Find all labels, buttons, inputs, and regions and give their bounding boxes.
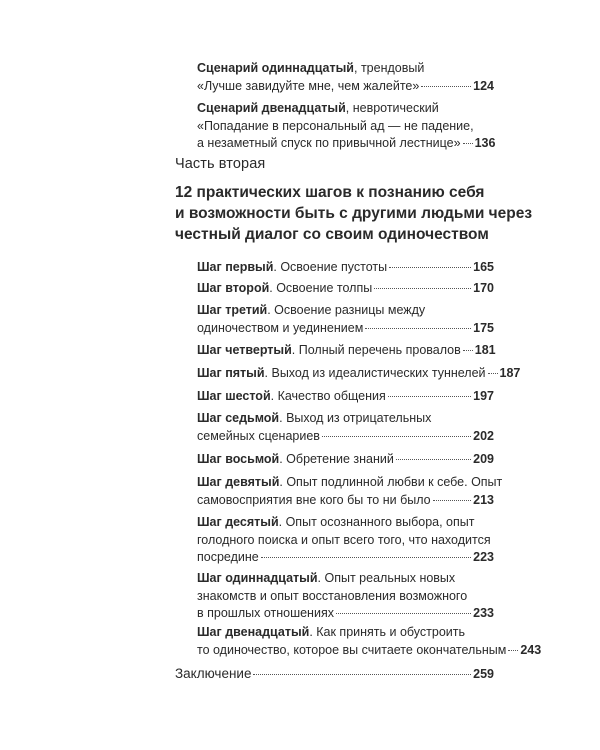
toc-entry-text: . Освоение разницы между (267, 303, 426, 317)
toc-entry-step-8 (197, 451, 494, 469)
page-number: 124 (473, 78, 494, 93)
page-number: 187 (499, 366, 521, 380)
toc-entry-title: Шаг одиннадцатый (197, 571, 318, 585)
toc-entry-title: Шаг третий (197, 303, 268, 317)
page-number: 197 (473, 389, 494, 403)
toc-entry-text: , невротический (345, 101, 439, 115)
toc-entry-text: . Опыт подлинной любви к себе. Опыт (279, 475, 503, 489)
part-heading (175, 182, 532, 245)
leader-dots (463, 350, 473, 351)
leader-dots (336, 613, 471, 614)
leader-dots (365, 328, 471, 329)
toc-entry-text: . Полный перечень провалов (291, 343, 461, 357)
leader-dots (433, 500, 472, 501)
toc-entry-text: . Обретение знаний (279, 452, 394, 466)
toc-entry-conclusion (175, 665, 494, 684)
toc-entry-text: одиночеством и уединением (197, 320, 364, 335)
toc-entry-step-2 (197, 280, 494, 298)
toc-entry-title: Сценарий одиннадцатый (197, 61, 354, 75)
toc-entry-title: Шаг седьмой (197, 411, 280, 425)
toc-entry-step-10 (197, 514, 494, 567)
toc-entry-text: . Освоение пустоты (273, 260, 388, 274)
part-heading-line: 12 практических шагов к познанию себя (175, 184, 485, 201)
toc-entry-title: Шаг пятый (197, 366, 265, 380)
toc-entry-text: , трендовый (354, 61, 425, 75)
page-number: 175 (473, 320, 494, 335)
toc-entry-text: знакомств и опыт восстановления возможного (197, 588, 468, 603)
toc-entry-scenario-11 (197, 60, 494, 95)
toc-entry-step-4 (197, 342, 494, 360)
part-heading-line: и возможности быть с другими людьми через (175, 205, 533, 222)
toc-entry-text: семейных сценариев (197, 428, 320, 443)
page-number: 170 (473, 281, 494, 295)
toc-entry-step-3 (197, 302, 494, 337)
toc-entry-step-7 (197, 410, 494, 445)
toc-entry-text: . Качество общения (270, 389, 386, 403)
toc-entry-title: Шаг восьмой (197, 452, 280, 466)
toc-entry-text: посредине (197, 550, 259, 564)
leader-dots (463, 143, 473, 144)
toc-entry-title: Шаг девятый (197, 475, 280, 489)
toc-entry-text: . Выход из идеалистических туннелей (264, 366, 486, 380)
toc-entry-title: Шаг второй (197, 281, 270, 295)
toc-entry-text: то одиночество, которое вы считаете окончательным (197, 642, 507, 657)
toc-entry-step-6 (197, 388, 494, 406)
toc-entry-title: Сценарий двенадцатый (197, 101, 346, 115)
toc-entry-step-5 (197, 365, 521, 383)
toc-entry-scenario-12 (197, 100, 494, 153)
leader-dots (389, 267, 471, 268)
toc-entry-step-12 (197, 624, 542, 659)
page-number: 259 (473, 667, 494, 681)
page-number: 233 (473, 606, 494, 620)
toc-entry-text: . Освоение толпы (269, 281, 373, 295)
page-number: 202 (473, 428, 494, 443)
leader-dots (488, 373, 498, 374)
leader-dots (322, 436, 471, 437)
toc-entry-step-11 (197, 570, 494, 623)
page-number: 209 (473, 452, 494, 466)
leader-dots (508, 650, 518, 651)
toc-entry-text: «Попадание в персональный ад — не падение, (197, 118, 474, 133)
toc-entry-text: . Опыт реальных новых (317, 571, 456, 585)
toc-entry-text: а незаметный спуск по привычной лестнице» (197, 136, 461, 150)
toc-entry-title: Шаг четвертый (197, 343, 292, 357)
part-heading-line: честный диалог со своим одиночеством (175, 226, 489, 243)
toc-entry-step-1 (197, 259, 494, 277)
page-number: 136 (474, 136, 496, 150)
toc-entry-text: . Опыт осознанного выбора, опыт (278, 515, 475, 529)
leader-dots (388, 396, 471, 397)
page-number: 213 (473, 492, 494, 507)
toc-entry-text: Заключение (175, 666, 252, 681)
page-number: 243 (520, 642, 542, 657)
leader-dots (253, 674, 471, 675)
page-number: 165 (473, 260, 494, 274)
leader-dots (374, 288, 471, 289)
leader-dots (396, 459, 471, 460)
page-number: 223 (473, 550, 494, 564)
toc-entry-text: голодного поиска и опыт всего того, что находится (197, 532, 491, 547)
toc-entry-step-9 (197, 474, 503, 509)
toc-entry-title: Шаг шестой (197, 389, 271, 403)
page-number: 181 (474, 343, 496, 357)
toc-entry-text: «Лучше завидуйте мне, чем жалейте» (197, 78, 420, 93)
toc-entry-text: . Как принять и обустроить (309, 625, 466, 639)
toc-entry-text: . Выход из отрицательных (279, 411, 432, 425)
leader-dots (261, 557, 471, 558)
toc-entry-text: самовосприятия вне кого бы то ни было (197, 492, 431, 507)
toc-entry-text: в прошлых отношениях (197, 606, 334, 620)
toc-entry-title: Шаг первый (197, 260, 274, 274)
part-label: Часть вторая (175, 156, 266, 172)
toc-entry-title: Шаг десятый (197, 515, 279, 529)
leader-dots (421, 86, 471, 87)
toc-entry-title: Шаг двенадцатый (197, 625, 310, 639)
